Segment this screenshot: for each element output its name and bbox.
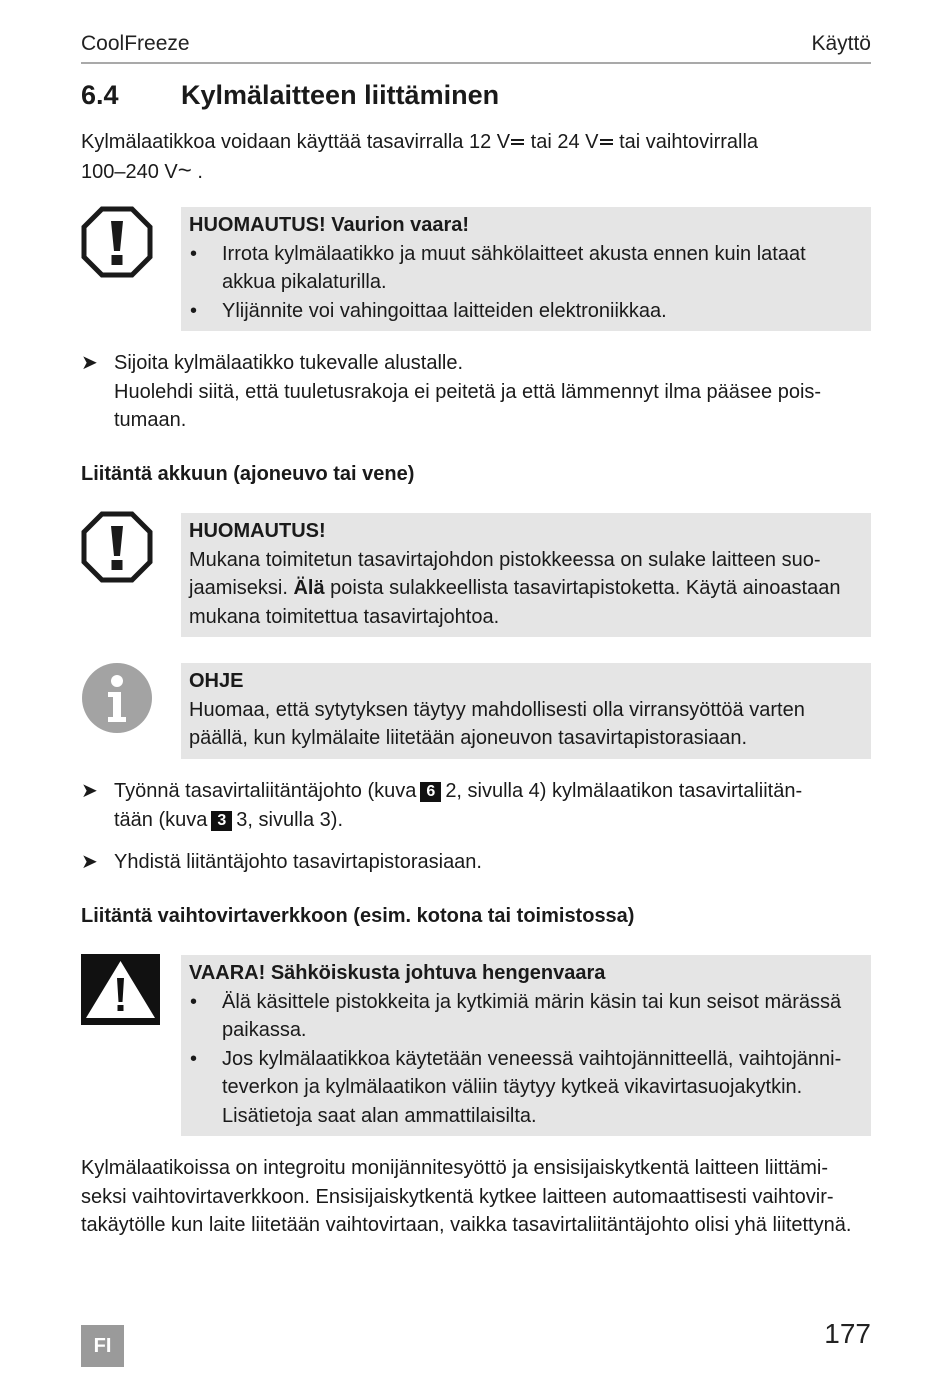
page-number: 177 [824,1318,871,1349]
section-number: 6.4 [81,80,119,110]
bullet-text: Irrota kylmälaatikko ja muut sähkölaitteet akusta ennen kuin lataat akkua pikalaturilla. [222,242,806,293]
intro-text-1: Kylmälaatikkoa voidaan käyttää tasavirralla 12 V [81,131,511,153]
bullet-text: Älä käsittele pistokkeita ja kytkimiä märin käsin tai kun seisot märässä paikassa. [222,990,842,1041]
danger-bullet-list [189,988,863,1131]
bullet-glyph: • [190,990,198,1013]
info-circle-icon [81,662,153,739]
step-text-part: Työnnä tasavirtaliitäntäjohto (kuva [114,780,417,802]
warning-triangle-icon [81,954,160,1030]
bullet-glyph: • [190,1047,198,1070]
intro-paragraph [81,128,871,186]
ac-symbol-icon: ~ [177,156,192,184]
bullet-text: Jos kylmälaatikkoa käytetään veneessä vaihtojännitteellä, vaihtojänni-teverkon ja kylmälaatikon väliin täytyy kytkeä vikavirtasuojakytkin. Lisätietoja saat alan ammattilaisilta. [222,1047,842,1127]
hint-text: Huomaa, että sytytyksen täytyy mahdollisesti olla virransyöttöä varten päällä, kun kylmälaite liitetään ajoneuvon tasavirtapistorasiaan. [189,698,805,749]
notice-title: HUOMAUTUS! [189,520,326,542]
figure-reference-badge: 6 [420,782,441,802]
danger-box [181,955,871,1136]
closing-paragraph: Kylmälaatikoissa on integroitu monijännitesyöttö ja ensisijaiskytkentä laitteen liittämi-seksi vaihtovirtaverkkoon. Ensisijaiskytkentä kytkee laitteen automaattisesti vaihtovir-takäytölle kun laite liitetään vaihtovirtaan, vaikka tasavirtaliitäntäjohto olisi yhä liitettynä. [81,1157,852,1236]
header-divider [81,62,871,64]
list-item [189,1045,863,1131]
intro-text-4: 100–240 V [81,160,178,183]
step-text-part: 3, sivulla 3). [236,808,344,831]
notice-bullet-list [189,240,863,326]
notice-text-part: poista sulakkeellista tasavirtapistoketta. Käytä ainoastaan mukana toimitettua tasavirtajohtoa. [189,577,841,628]
intro-text-3: tai vaihtovirralla [613,131,759,153]
hint-box [181,663,871,759]
step-arrow-icon: ➤ [81,780,98,802]
running-header-section: Käyttö [811,32,871,55]
notice-title: HUOMAUTUS! Vaurion vaara! [189,214,470,236]
list-item [189,297,863,326]
subheading-battery: Liitäntä akkuun (ajoneuvo tai vene) [81,463,415,485]
list-item [189,240,863,297]
step-arrow-icon: ➤ [81,352,98,374]
step-text-part: tään (kuva [114,808,208,831]
step-arrow-icon: ➤ [81,851,98,873]
dc-symbol-icon [600,139,613,145]
section-title: Kylmälaitteen liittäminen [181,80,500,110]
step-line-2: Huolehdi siitä, että tuuletusrakoja ei peitetä ja että lämmennyt ilma pääsee pois-tumaan. [114,380,822,431]
instruction-step-connect [81,848,871,877]
intro-text-5: . [191,160,203,183]
instruction-step-plug-cable [81,777,871,834]
notice-box-fuse [181,513,871,637]
bullet-glyph: • [190,242,198,265]
bullet-text: Ylijännite voi vahingoittaa laitteiden elektroniikkaa. [222,299,667,322]
step-line-1: Sijoita kylmälaatikko tukevalle alustalle. [114,352,464,374]
step-text [114,349,871,435]
hint-title: OHJE [189,670,244,692]
figure-reference-badge: 3 [211,811,232,831]
running-header-title: CoolFreeze [81,32,190,55]
notice-box-damage [181,207,871,331]
notice-text [189,546,863,632]
exclamation-octagon-icon [81,511,153,588]
subheading-mains: Liitäntä vaihtovirtaverkkoon (esim. kotona tai toimistossa) [81,905,635,927]
intro-text-2: tai 24 V [525,131,599,153]
step-text: Yhdistä liitäntäjohto tasavirtapistorasiaan. [114,851,482,873]
instruction-step-place [81,349,871,435]
danger-title: VAARA! Sähköiskusta johtuva hengenvaara [189,962,606,984]
notice-emphasis: Älä [293,577,325,599]
list-item [189,988,863,1045]
step-text [114,777,871,834]
notice-text-part: Mukana toimitetun tasavirtajohdon pistokkeessa on sulake laitteen suo-jaamiseksi. [189,548,821,599]
language-badge: FI [81,1325,124,1367]
dc-symbol-icon [511,139,524,145]
bullet-glyph: • [190,299,198,322]
step-text-part: 2, sivulla 4) kylmälaatikon tasavirtaliitän- [445,780,803,802]
exclamation-octagon-icon [81,206,153,283]
